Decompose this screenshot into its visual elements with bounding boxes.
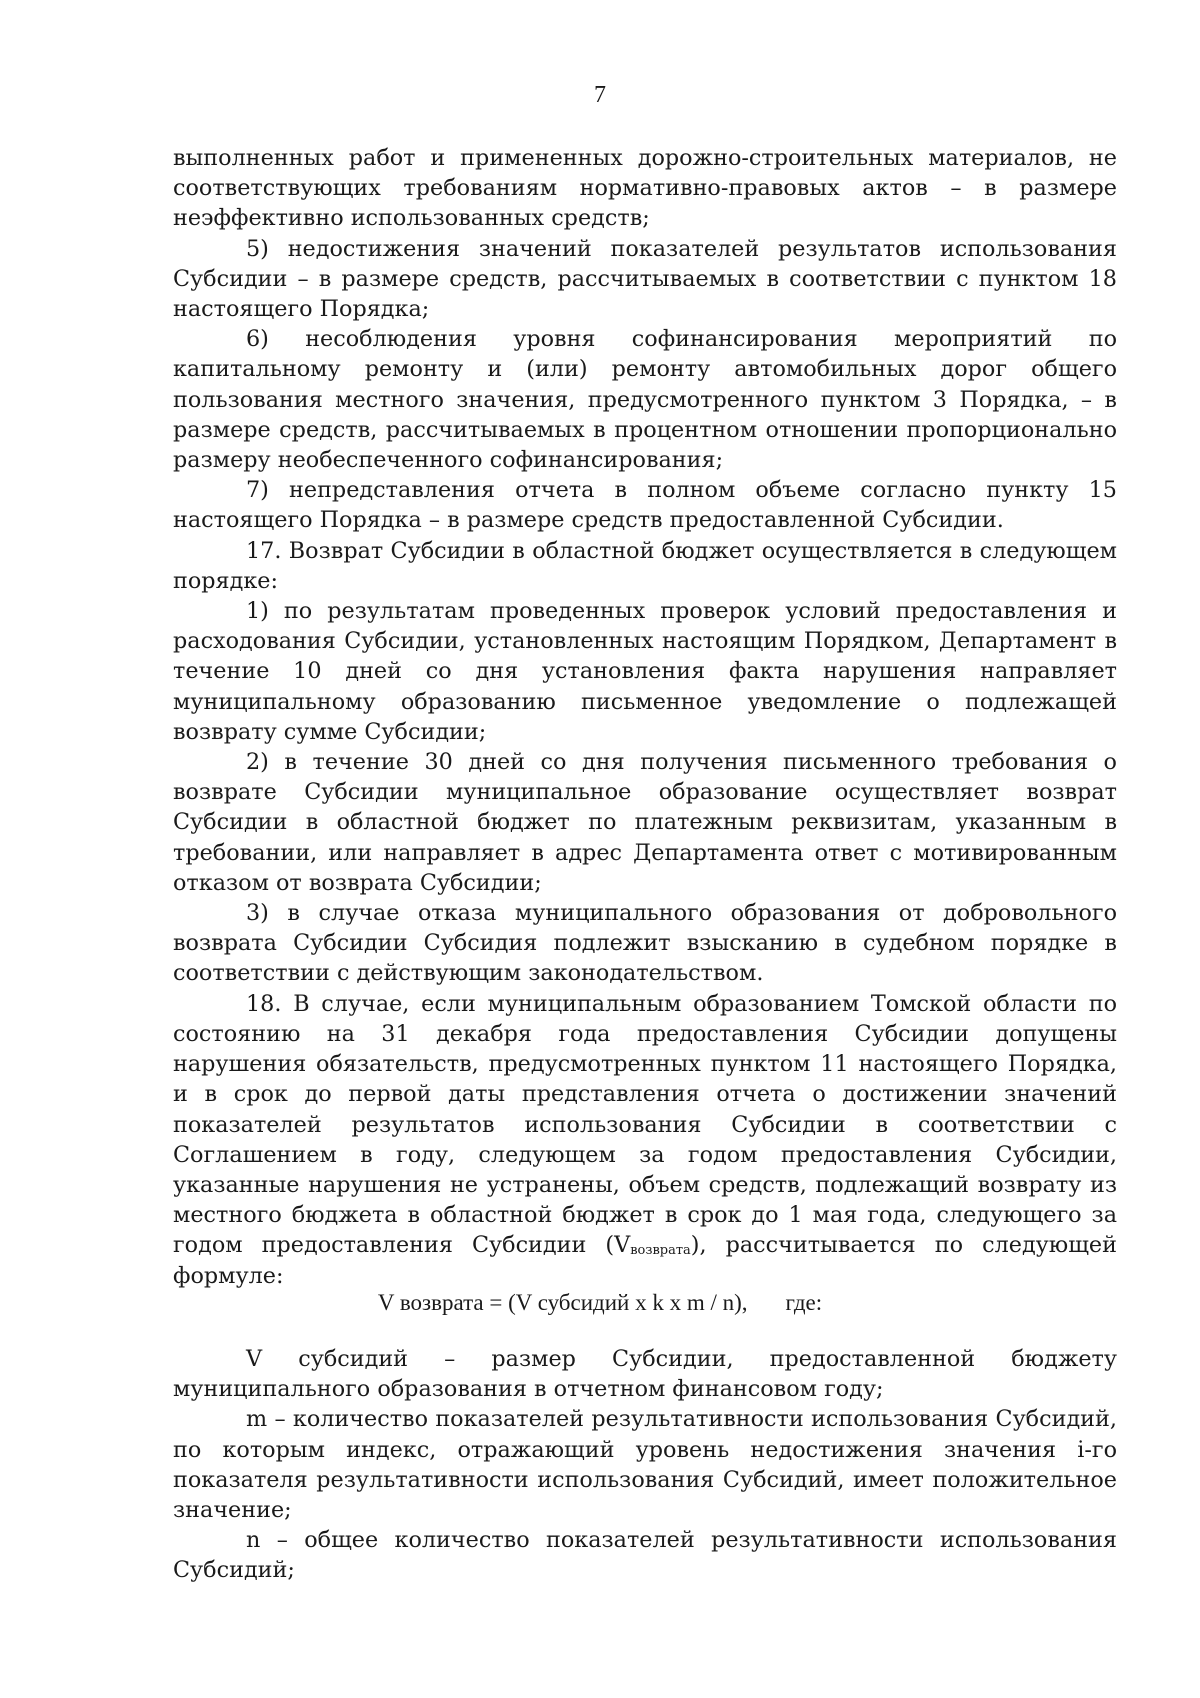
- formula-line: [0, 1290, 1200, 1316]
- definition-n: n – общее количество показателей результативности использования Субсидий;: [173, 1527, 1117, 1584]
- formula-where: где:: [785, 1290, 823, 1315]
- definition-m: m – количество показателей результативности использования Субсидий, по которым индекс, отражающий уровень недостижения значения i-го показателя результативности использования Субсидий, имеет положительное значение;: [173, 1406, 1117, 1524]
- document-body: [173, 143, 1117, 1291]
- paragraph-17-item-1: 1) по результатам проведенных проверок условий предоставления и расходования Субсидии, установленных настоящим Порядком, Департамент в течение 10 дней со дня установления факта нарушения направляет муниципальному образованию письменное уведомление о подлежащей возврату сумме Субсидии;: [173, 598, 1117, 745]
- subscript-vozvrata: возврата: [630, 1243, 691, 1259]
- page-number: 7: [594, 82, 606, 108]
- formula-expression: V возврата = (V субсидий x k x m / n),: [377, 1290, 748, 1315]
- paragraph-17-item-2: 2) в течение 30 дней со дня получения письменного требования о возврате Субсидии муниципальное образование осуществляет возврат Субсидии в областной бюджет по платежным реквизитам, указанным в требовании, или направляет в адрес Департамента ответ с мотивированным отказом от возврата Субсидии;: [173, 749, 1117, 896]
- formula-definitions: [173, 1344, 1117, 1586]
- paragraph-17: 17. Возврат Субсидии в областной бюджет осуществляется в следующем порядке:: [173, 537, 1117, 594]
- paragraph-item-5: 5) недостижения значений показателей результатов использования Субсидии – в размере средств, рассчитываемых в соответствии с пунктом 18 настоящего Порядка;: [173, 235, 1117, 323]
- definition-v-subsidiy: V субсидий – размер Субсидии, предоставленной бюджету муниципального образования в отчетном финансовом году;: [173, 1346, 1117, 1403]
- paragraph-continuation: выполненных работ и примененных дорожно-строительных материалов, не соответствующих требованиям нормативно-правовых актов – в размере неэффективно использованных средств;: [173, 145, 1117, 232]
- paragraph-item-7: 7) непредставления отчета в полном объеме согласно пункту 15 настоящего Порядка – в размере средств предоставленной Субсидии.: [173, 477, 1117, 534]
- paragraph-18-tail: ), рассчитывается по следующей формуле:: [173, 1232, 1117, 1289]
- paragraph-18-text: 18. В случае, если муниципальным образованием Томской области по состоянию на 31 декабря года предоставления Субсидии допущены нарушения обязательств, предусмотренных пунктом 11 настоящего Порядка, и в срок до первой даты представления отчета о достижении значений показателей результатов использования Субсидии в соответствии с Соглашением в году, следующем за годом предоставления Субсидии, указанные нарушения не устранены, объем средств, подлежащий возврату из местного бюджета в областной бюджет в срок до 1 мая года, следующего за годом предоставления Субсидии (V: [173, 990, 1117, 1259]
- paragraph-17-item-3: 3) в случае отказа муниципального образования от добровольного возврата Субсидии Субсидия подлежит взысканию в судебном порядке в соответствии с действующим законодательством.: [173, 900, 1117, 987]
- paragraph-item-6: 6) несоблюдения уровня софинансирования мероприятий по капитальному ремонту и (или) ремонту автомобильных дорог общего пользования местного значения, предусмотренного пунктом 3 Порядка, – в размере средств, рассчитываемых в процентном отношении пропорционально размеру необеспеченного софинансирования;: [173, 326, 1117, 474]
- paragraph-18: [173, 989, 1117, 1291]
